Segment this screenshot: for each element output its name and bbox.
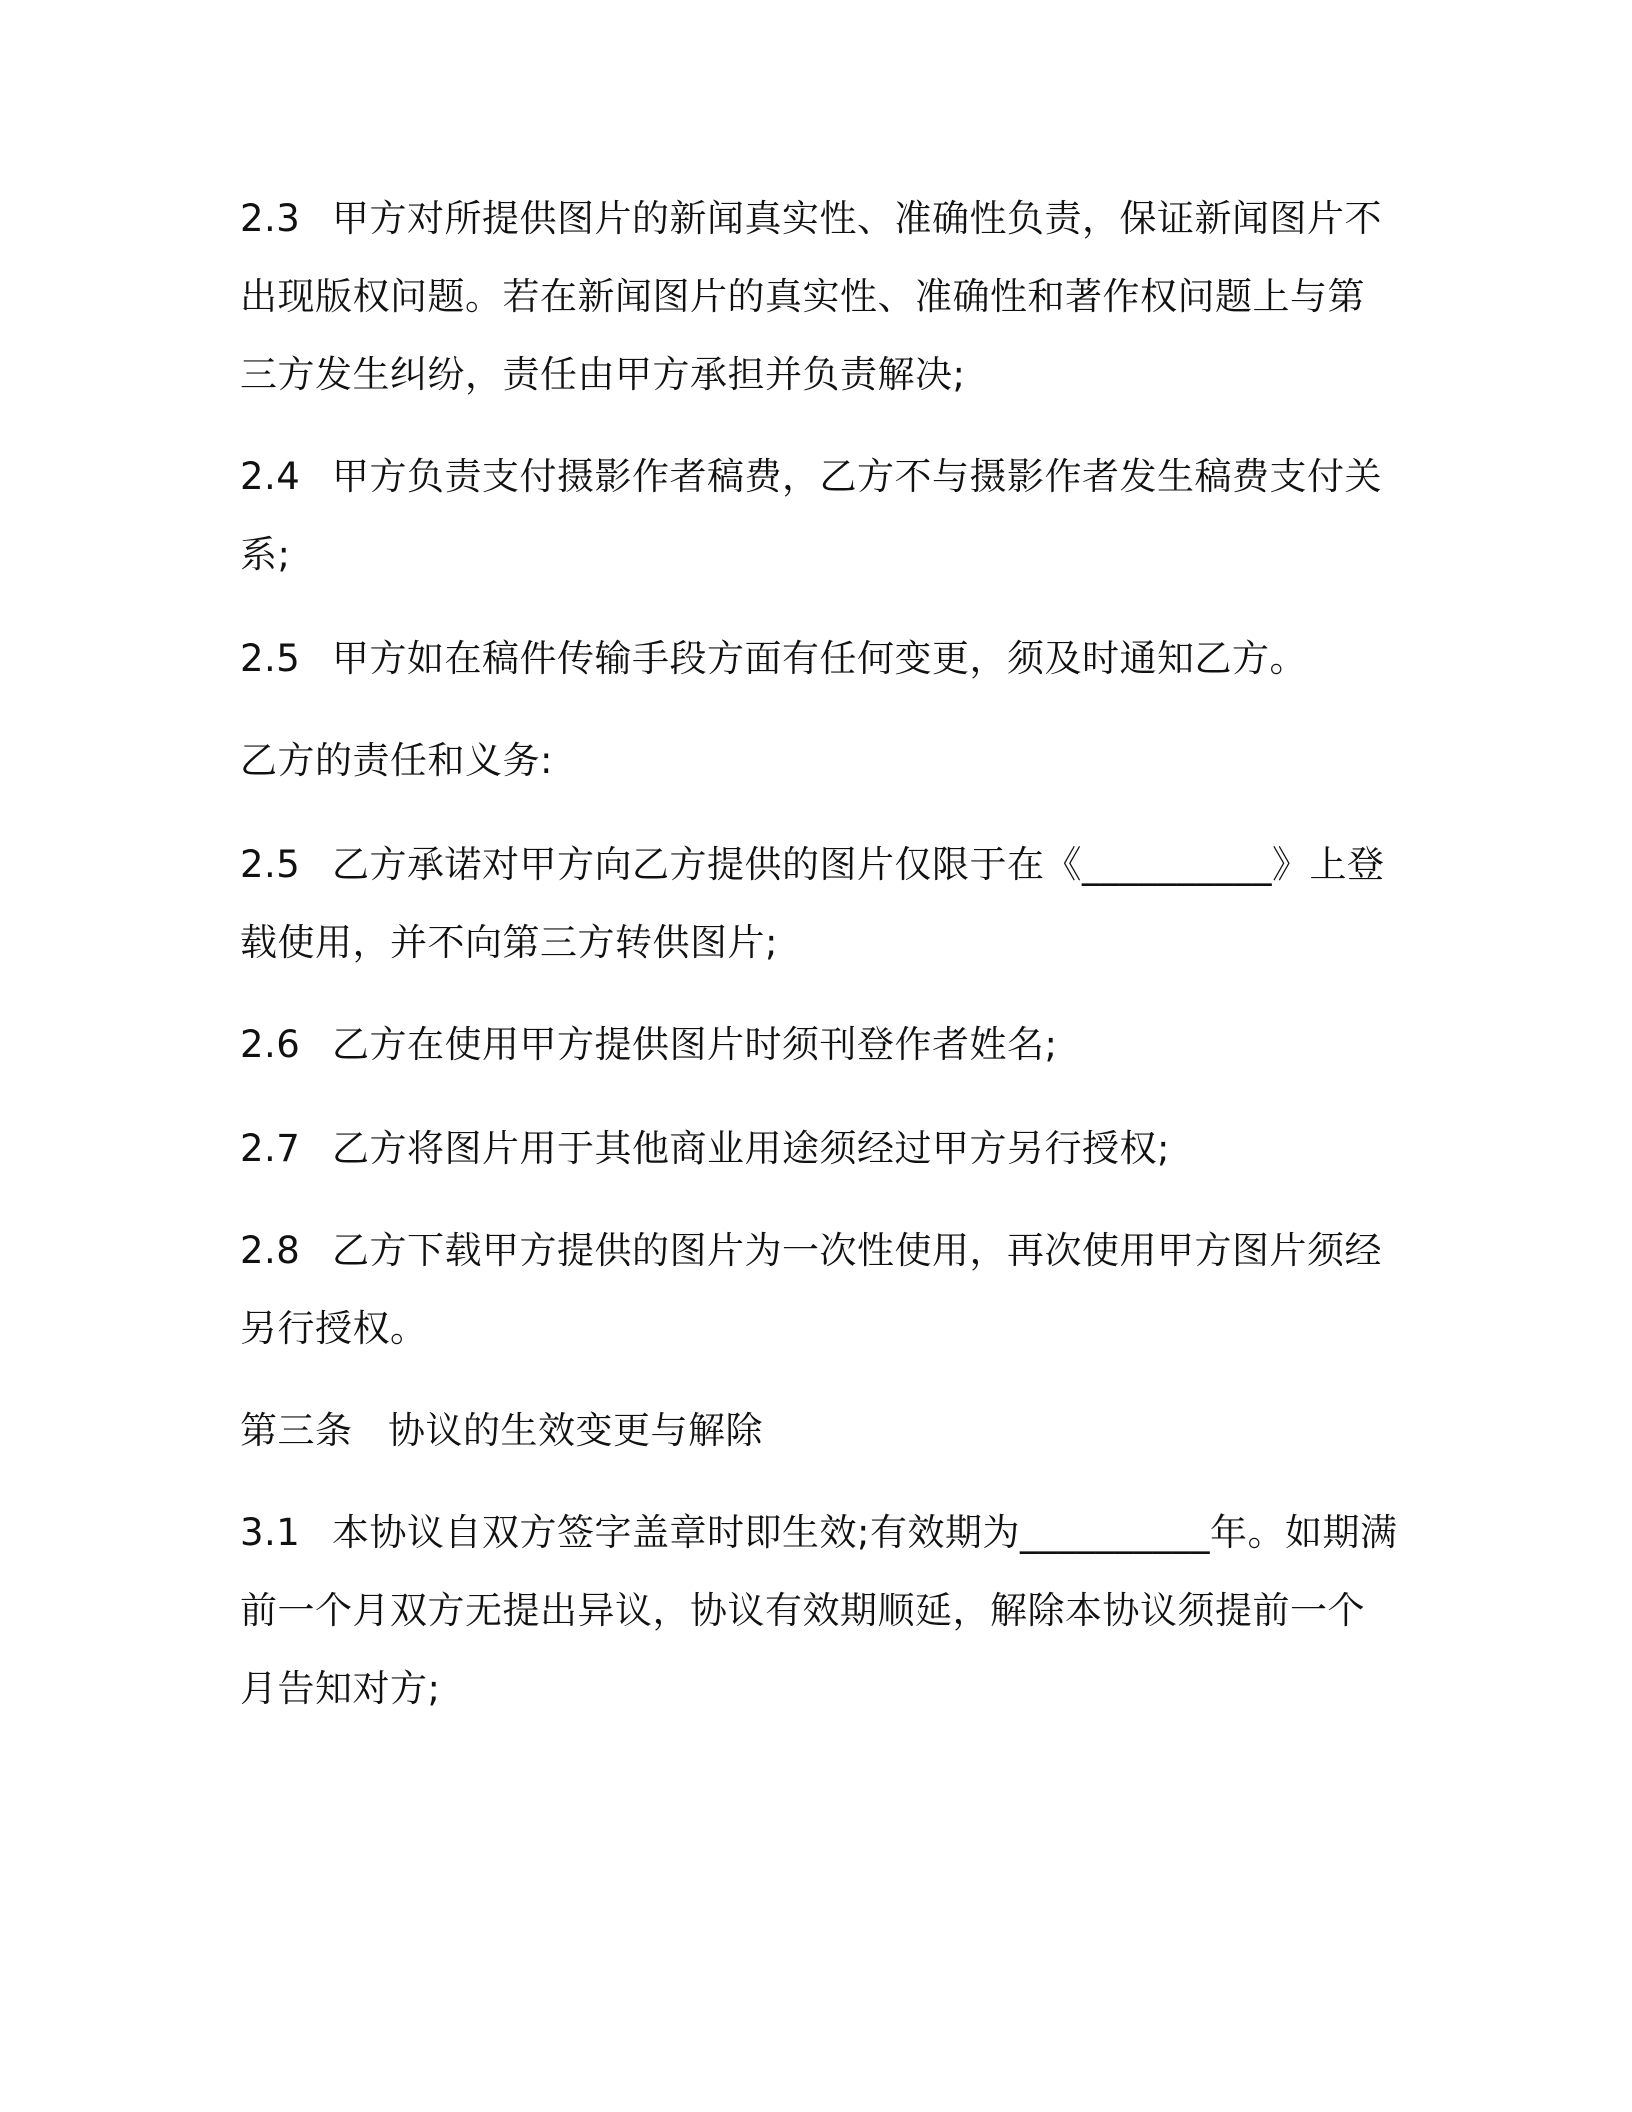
clause-number: 2.7 [240, 1127, 301, 1170]
clause-line: 载使用，并不向第三方转供图片; [240, 921, 778, 964]
clause-text: 本协议自双方签字盖章时即生效;有效期为__________年。如期满 [332, 1511, 1398, 1554]
clause-number: 2.5 [240, 637, 301, 680]
article-title: 协议的生效变更与解除 [388, 1409, 763, 1452]
clause-2-5-party-b [240, 826, 1390, 982]
clause-text: 乙方承诺对甲方向乙方提供的图片仅限于在《__________》上登 [332, 843, 1385, 886]
clause-line [240, 826, 1390, 904]
clause-line: 出现版权问题。若在新闻图片的真实性、准确性和著作权问题上与第 [240, 275, 1365, 318]
article-number: 第三条 [240, 1409, 353, 1452]
clause-2-3 [240, 180, 1390, 414]
clause-2-6 [240, 1006, 1390, 1084]
clause-number: 2.5 [240, 843, 301, 886]
clause-2-5-party-a [240, 620, 1390, 698]
clause-line: 系; [240, 533, 291, 576]
clause-line: 月告知对方; [240, 1667, 441, 1710]
clause-line: 三方发生纠纷，责任由甲方承担并负责解决; [240, 353, 966, 396]
clause-text: 乙方在使用甲方提供图片时须刊登作者姓名; [332, 1023, 1058, 1066]
clause-number: 2.3 [240, 197, 301, 240]
clause-line [240, 438, 1390, 516]
article-three-heading [240, 1392, 1390, 1470]
clause-line [240, 1212, 1390, 1290]
clause-line [240, 180, 1390, 258]
clause-line [240, 1494, 1398, 1572]
clause-text: 乙方将图片用于其他商业用途须经过甲方另行授权; [332, 1127, 1170, 1170]
clause-line [240, 1006, 1390, 1084]
clause-2-8 [240, 1212, 1390, 1368]
clause-line: 另行授权。 [240, 1307, 428, 1350]
clause-line [240, 620, 1390, 698]
clause-text: 甲方对所提供图片的新闻真实性、准确性负责，保证新闻图片不 [332, 197, 1382, 240]
clause-2-7 [240, 1110, 1390, 1188]
clause-line [240, 1392, 1390, 1470]
clause-2-4 [240, 438, 1390, 594]
heading-text: 乙方的责任和义务: [240, 739, 553, 782]
clause-text: 甲方负责支付摄影作者稿费，乙方不与摄影作者发生稿费支付关 [332, 455, 1382, 498]
clause-number: 2.8 [240, 1229, 301, 1272]
clause-3-1 [240, 1494, 1398, 1728]
clause-text: 甲方如在稿件传输手段方面有任何变更，须及时通知乙方。 [332, 637, 1307, 680]
clause-number: 3.1 [240, 1511, 301, 1554]
section-heading-party-b [240, 722, 1390, 800]
clause-number: 2.4 [240, 455, 301, 498]
clause-text: 乙方下载甲方提供的图片为一次性使用，再次使用甲方图片须经 [332, 1229, 1382, 1272]
clause-line: 前一个月双方无提出异议，协议有效期顺延，解除本协议须提前一个 [240, 1589, 1365, 1632]
clause-line [240, 1110, 1390, 1188]
clause-number: 2.6 [240, 1023, 301, 1066]
